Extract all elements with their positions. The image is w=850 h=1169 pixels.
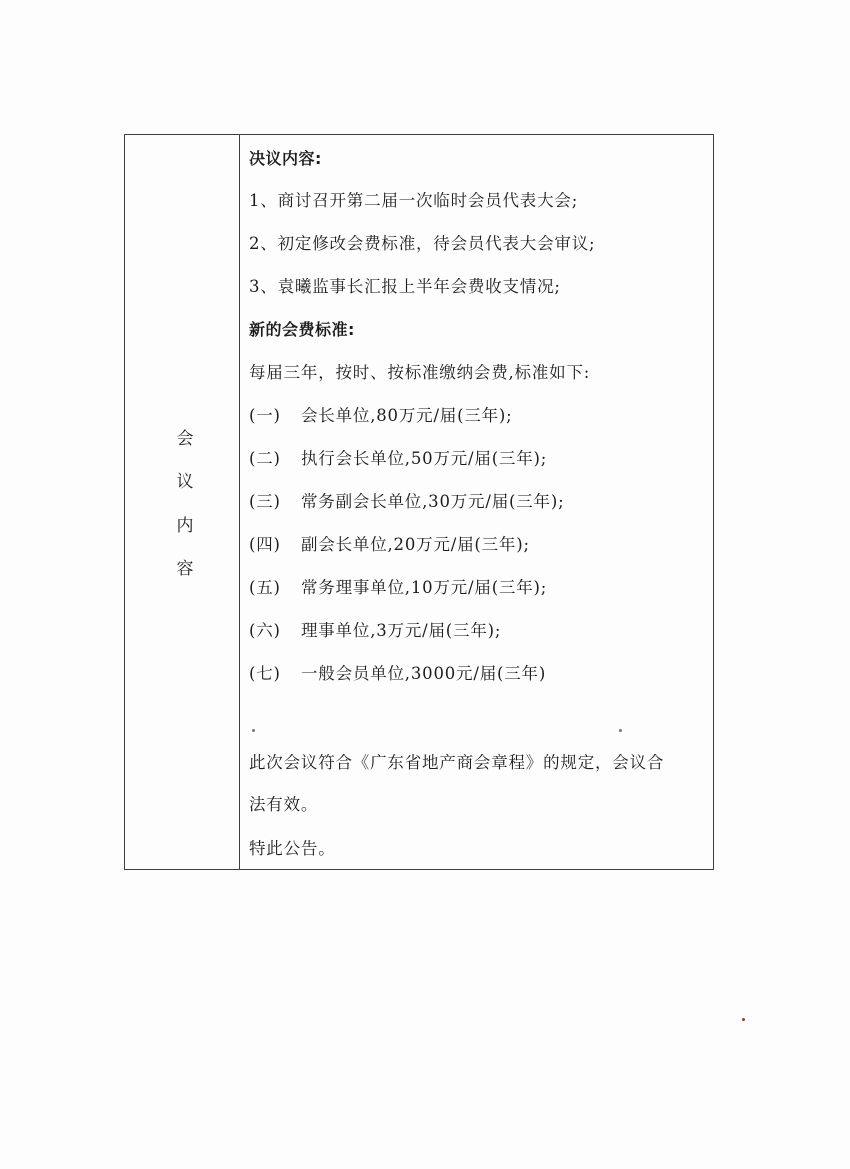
fee-item-number: (二) (249, 449, 281, 468)
content-cell (249, 135, 715, 869)
fee-item (249, 534, 530, 556)
fee-item-number: (一) (249, 406, 281, 425)
fee-item-text: 执行会长单位,50万元/届(三年); (301, 449, 548, 468)
label-cell (125, 135, 239, 869)
fee-item-text: 理事单位,3万元/届(三年); (301, 621, 502, 640)
fee-item-text: 副会长单位,20万元/届(三年); (301, 535, 530, 554)
resolution-item: 1、商讨召开第二届一次临时会员代表大会; (249, 191, 579, 210)
meeting-content-table (124, 134, 714, 870)
fee-item-text: 会长单位,80万元/届(三年); (301, 406, 513, 425)
fee-item-text: 常务副会长单位,30万元/届(三年); (301, 492, 565, 511)
fee-item (249, 491, 564, 513)
fee-item-number: (四) (249, 535, 281, 554)
conclusion-text: 此次会议符合《广东省地产商会章程》的规定，会议合 (249, 753, 665, 772)
fee-heading: 新的会费标准: (249, 320, 355, 339)
fee-item-number: (三) (249, 492, 281, 511)
fee-intro: 每届三年，按时、按标准缴纳会费,标准如下: (249, 363, 591, 382)
fee-item-text: 一般会员单位,3000元/届(三年) (301, 664, 547, 683)
label-char: 容 (176, 559, 194, 579)
scan-speck (619, 729, 622, 732)
fee-item (249, 663, 546, 685)
fee-item (249, 448, 547, 470)
fee-item-text: 常务理事单位,10万元/届(三年); (301, 578, 548, 597)
label-char: 会 (176, 429, 194, 449)
fee-item-number: (五) (249, 578, 281, 597)
label-char: 内 (176, 516, 194, 536)
scan-speck (252, 729, 255, 732)
scan-speck (742, 1018, 745, 1021)
resolution-item: 2、初定修改会费标准，待会员代表大会审议; (249, 234, 596, 253)
fee-item (249, 405, 513, 427)
closing-text: 特此公告。 (249, 839, 336, 858)
column-divider (239, 135, 240, 869)
conclusion-text: 法有效。 (249, 795, 319, 814)
fee-item-number: (六) (249, 621, 281, 640)
label-char: 议 (176, 472, 194, 492)
fee-item (249, 620, 501, 642)
fee-item (249, 577, 547, 599)
resolution-heading: 决议内容: (249, 149, 322, 168)
fee-item-number: (七) (249, 664, 281, 683)
resolution-item: 3、袁曦监事长汇报上半年会费收支情况; (249, 277, 561, 296)
